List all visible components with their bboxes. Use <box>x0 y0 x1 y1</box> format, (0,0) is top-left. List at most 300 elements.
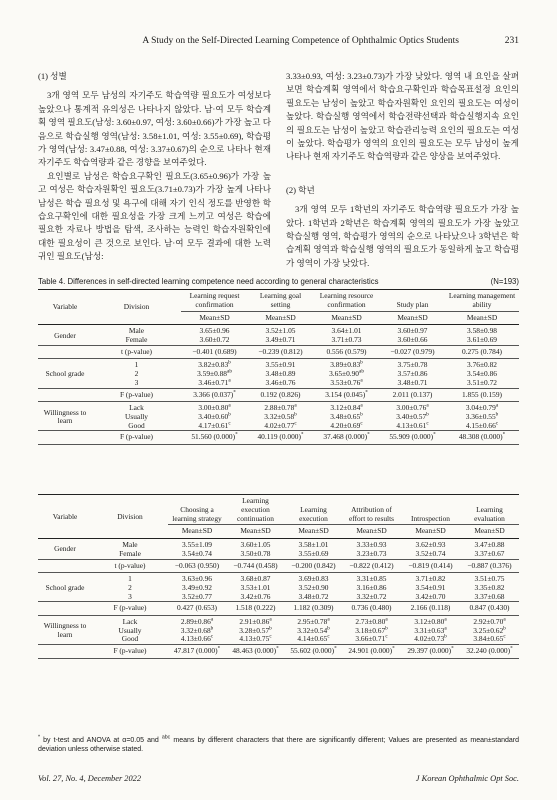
test-cell <box>460 602 519 616</box>
test-cell <box>380 345 445 359</box>
cell-value: 3.12±0.80 <box>414 617 445 627</box>
table-4-part-2 <box>38 494 519 659</box>
table-caption-text: Table 4. Differences in self-directed learning competence need according to general characteristics <box>38 277 379 286</box>
cell-superscript: b <box>495 411 499 418</box>
test-superscript: * <box>433 431 436 438</box>
test-value: 0.847 (0.430) <box>469 603 510 613</box>
column-header: Introspection <box>401 495 460 525</box>
value-cell <box>460 550 519 559</box>
value-cell <box>248 336 313 345</box>
cell-value: 2.95±0.78 <box>297 617 328 627</box>
cell-value: 4.13±0.61 <box>396 420 427 430</box>
column-header: Learning goal setting <box>248 290 313 312</box>
value-cell <box>380 336 445 345</box>
mean-sd-header: Mean±SD <box>168 525 226 539</box>
test-row <box>38 431 519 445</box>
test-cell <box>226 645 285 659</box>
cell-value: 3.58±0.98 <box>467 326 497 336</box>
division-label: Female <box>119 548 141 558</box>
cell-value: 3.32±0.58 <box>264 411 295 421</box>
division-label: 3 <box>134 377 139 387</box>
cell-value: 3.60±0.66 <box>397 335 428 344</box>
blank-cell <box>38 388 92 402</box>
cell-superscript: b <box>269 625 272 632</box>
cell-value: 3.59±0.88 <box>197 369 228 379</box>
division-label: 1 <box>134 360 139 370</box>
division-label: Lack <box>122 617 138 627</box>
value-cell <box>445 422 519 431</box>
cell-superscript: a <box>426 402 429 409</box>
running-title: A Study on the Self-Directed Learning Competence of Ophthalmic Optics Students <box>142 36 459 46</box>
paragraph: 3.33±0.93, 여성: 3.23±0.73)가 가장 낮았다. 영역 내 요인을 살펴보면 학습계획 영역에서 학습요구확인과 학습목표설정 요인의 필요도는 남성이 높았고 학습자원확인 요인의 필요도는 여성이 높았다. 학습실행 영역에서 학습전략선택과 학습실행지속 요인의 필요도는 남성이 높았고 학습관리능력 요인의 필요도는 여성이 높았다. 학습평가 영역의 요인의 필요도는 모두 남성이 높게 나타나 현재 자기주도 학습역량과 같은 양상을 보여주었다. <box>286 71 519 162</box>
cell-value: 3.53±0.76 <box>330 377 361 387</box>
value-cell <box>342 635 401 644</box>
test-label <box>92 602 168 616</box>
value-cell <box>181 379 248 388</box>
cell-superscript: a <box>444 616 447 623</box>
cell-value: 3.63±0.96 <box>182 574 212 584</box>
mean-sd-header: Mean±SD <box>401 525 460 539</box>
test-cell <box>313 431 380 445</box>
cell-value: 3.31±0.63 <box>414 625 445 635</box>
mean-sd-header: Mean±SD <box>285 525 342 539</box>
cell-value: 3.51±0.75 <box>474 574 505 584</box>
test-cell <box>380 431 445 445</box>
division-label: 2 <box>134 369 139 379</box>
cell-superscript: a <box>495 402 499 409</box>
test-cell <box>248 345 313 359</box>
cell-value: 3.55±0.69 <box>298 548 329 558</box>
test-value: 3.366 (0.037) <box>193 389 234 399</box>
cell-value: 4.17±0.61 <box>198 420 229 430</box>
cell-superscript: b <box>294 411 297 418</box>
cell-value: 2.92±0.70 <box>473 617 504 627</box>
test-label <box>92 388 181 402</box>
test-cell <box>285 645 342 659</box>
test-value: −0.887 (0.376) <box>467 560 512 570</box>
test-superscript: * <box>276 645 279 652</box>
header-row <box>38 290 519 312</box>
cell-value: 3.52±1.05 <box>265 326 296 336</box>
cell-value: 2.91±0.86 <box>239 617 270 627</box>
cell-superscript: b <box>360 411 363 418</box>
test-cell <box>460 559 519 573</box>
blank-cell <box>38 345 92 359</box>
test-value: 0.427 (0.653) <box>176 603 218 613</box>
value-cell <box>445 336 519 345</box>
mean-sd-header: Mean±SD <box>226 525 285 539</box>
cell-value: 3.48±0.71 <box>397 377 428 387</box>
value-cell <box>181 336 248 345</box>
cell-superscript: c <box>228 420 231 427</box>
test-cell <box>226 559 285 573</box>
test-superscript: * <box>451 645 454 652</box>
test-value: 40.119 (0.000) <box>257 432 301 442</box>
test-value: 55.909 (0.000) <box>389 432 434 442</box>
test-cell <box>181 388 248 402</box>
table-row <box>38 593 519 602</box>
test-cell <box>401 602 460 616</box>
test-value: −0.239 (0.812) <box>258 346 303 356</box>
cell-value: 3.35±0.82 <box>474 582 505 592</box>
test-cell <box>460 645 519 659</box>
division-label: Usually <box>125 411 148 421</box>
test-row <box>38 559 519 573</box>
cell-value: 3.50±0.78 <box>240 548 271 558</box>
test-label <box>92 431 181 445</box>
cell-superscript: a <box>503 616 506 623</box>
test-label <box>92 645 168 659</box>
cell-value: 3.12±0.84 <box>330 403 361 413</box>
test-value: −0.744 (0.458) <box>233 560 278 570</box>
test-value: 24.901 (0.000) <box>348 646 393 656</box>
cell-value: 3.49±0.92 <box>182 582 212 592</box>
value-cell <box>313 379 380 388</box>
column-header: Learning management ability <box>445 290 519 312</box>
test-row <box>38 388 519 402</box>
blank-cell <box>38 645 92 659</box>
value-cell <box>248 379 313 388</box>
test-row <box>38 645 519 659</box>
cell-superscript: c <box>294 420 297 427</box>
division-label: 1 <box>128 574 132 584</box>
cell-value: 3.23±0.73 <box>356 548 387 558</box>
test-superscript: * <box>367 431 370 438</box>
table-row <box>38 379 519 388</box>
cell-value: 3.71±0.82 <box>415 574 446 584</box>
cell-value: 3.54±0.86 <box>467 369 497 379</box>
cell-value: 3.69±0.83 <box>298 574 329 584</box>
cell-superscript: b <box>360 359 363 366</box>
paragraph: 3개 영역 모두 1학년의 자기주도 학습역량 필요도가 가장 높았다. 1학년과 2학년은 학습계획 영역의 필요도가 가장 높았고 학습실행 영역, 학습평가 영역의 순으로 나타났으나 3학년은 학습계획 영역과 학습실행 영역의 필요도가 동일하게 높고 학습평가 영역이 가장 낮았다. <box>286 204 519 268</box>
test-superscript: * <box>300 431 304 438</box>
cell-value: 3.84±0.65 <box>473 634 504 644</box>
running-header <box>38 36 519 46</box>
footnote-abc: abc <box>161 734 171 741</box>
table-n: (N=193) <box>490 277 519 286</box>
cell-value: 3.00±0.80 <box>198 403 229 413</box>
cell-superscript: b <box>426 411 429 418</box>
test-label-text: t (p-value) <box>114 560 146 570</box>
variable-label: School grade <box>45 369 85 379</box>
cell-value: 3.32±0.68 <box>180 625 211 635</box>
cell-superscript: a <box>327 616 330 623</box>
mean-sd-header: Mean±SD <box>380 311 445 325</box>
test-value: 1.855 (0.159) <box>461 389 503 399</box>
test-value: 0.556 (0.579) <box>326 346 367 356</box>
test-cell <box>380 388 445 402</box>
test-cell <box>401 559 460 573</box>
cell-superscript: ab <box>227 368 232 375</box>
value-cell <box>445 379 519 388</box>
value-cell <box>380 379 445 388</box>
test-value: 48.463 (0.000) <box>232 646 277 656</box>
section-heading: (1) 성별 <box>38 71 67 81</box>
value-cell <box>226 550 285 559</box>
cell-superscript: a <box>269 616 272 623</box>
cell-value: 3.82±0.83 <box>198 360 229 370</box>
test-label <box>92 559 168 573</box>
test-cell <box>181 345 248 359</box>
division-label: 3 <box>128 591 132 601</box>
test-cell <box>285 602 342 616</box>
cell-value: 3.54±0.74 <box>182 548 212 558</box>
cell-value: 3.04±0.79 <box>465 403 496 413</box>
cell-superscript: b <box>210 625 214 632</box>
blank-cell <box>38 431 92 445</box>
cell-value: 3.89±0.83 <box>330 360 361 370</box>
test-superscript: * <box>510 645 513 652</box>
test-value: 0.275 (0.784) <box>461 346 503 356</box>
cell-value: 3.48±0.72 <box>298 591 329 601</box>
test-superscript: * <box>233 389 236 396</box>
cell-value: 3.57±0.86 <box>397 369 428 379</box>
division-label: 2 <box>128 582 132 592</box>
cell-value: 3.47±0.88 <box>474 540 505 550</box>
cell-value: 4.02±0.77 <box>264 420 295 430</box>
section-heading: (2) 학년 <box>286 184 315 195</box>
test-label-text: F (p-value) <box>119 389 154 399</box>
cell-value: 2.88±0.78 <box>264 403 295 413</box>
body-columns <box>38 70 519 270</box>
cell-value: 3.62±0.93 <box>415 540 446 550</box>
test-superscript: * <box>392 645 395 652</box>
division-label: Usually <box>118 625 142 635</box>
cell-value: 3.18±0.67 <box>355 625 386 635</box>
test-label-text: F (p-value) <box>113 603 147 613</box>
test-value: 32.240 (0.000) <box>466 646 511 656</box>
test-value: 0.192 (0.826) <box>260 389 301 399</box>
table-4-part-1 <box>38 289 519 445</box>
cell-value: 3.76±0.82 <box>467 360 497 370</box>
test-label <box>92 345 181 359</box>
cell-value: 3.25±0.62 <box>473 625 504 635</box>
column-header: Variable <box>38 495 92 539</box>
cell-value: 3.66±0.71 <box>355 634 386 644</box>
test-value: −0.822 (0.412) <box>349 560 394 570</box>
cell-superscript: a <box>444 625 447 632</box>
column-header: Choosing a learning strategy <box>168 495 226 525</box>
cell-superscript: b <box>228 411 231 418</box>
footer-journal: J Korean Ophthalmic Opt Soc. <box>415 774 519 783</box>
column-header: Attribution of effort to results <box>342 495 401 525</box>
test-value: −0.063 (0.950) <box>174 560 220 570</box>
table-footnote <box>38 736 519 754</box>
cell-superscript: c <box>360 420 363 427</box>
cell-value: 3.54±0.91 <box>415 582 446 592</box>
test-cell <box>445 388 519 402</box>
cell-value: 3.64±1.01 <box>331 326 362 336</box>
cell-value: 3.71±0.73 <box>331 335 362 344</box>
cell-value: 4.14±0.65 <box>297 634 328 644</box>
value-cell <box>460 635 519 644</box>
table-row <box>38 573 519 584</box>
test-superscript: * <box>217 645 221 652</box>
value-cell <box>460 593 519 602</box>
cell-value: 3.16±0.86 <box>356 582 387 592</box>
cell-superscript: c <box>426 420 429 427</box>
test-cell <box>168 645 226 659</box>
test-row <box>38 345 519 359</box>
cell-value: 3.65±0.90 <box>329 369 360 379</box>
table-caption <box>38 277 519 286</box>
column-header: Study plan <box>380 290 445 312</box>
blank-cell <box>38 559 92 573</box>
footnote-text-b: means by different characters that there are significantly different; Values are presented as mean±standard deviation unless otherwise stated. <box>38 737 519 753</box>
cell-value: 3.37±0.67 <box>474 548 505 558</box>
cell-superscript: b <box>385 625 388 632</box>
cell-value: 4.02±0.73 <box>414 634 445 644</box>
test-value: 1.518 (0.222) <box>235 603 276 613</box>
footnote-star: * <box>38 734 41 741</box>
cell-value: 4.15±0.66 <box>465 420 496 430</box>
cell-value: 3.58±1.01 <box>298 540 329 550</box>
cell-value: 2.89±0.86 <box>180 617 211 627</box>
test-value: −0.401 (0.689) <box>192 346 237 356</box>
test-cell <box>168 602 226 616</box>
cell-value: 3.60±0.97 <box>397 326 428 336</box>
test-value: −0.200 (0.842) <box>291 560 336 570</box>
cell-value: 3.28±0.57 <box>239 625 270 635</box>
cell-value: 3.60±1.05 <box>240 540 271 550</box>
cell-value: 4.20±0.69 <box>330 420 361 430</box>
test-label-text: t (p-value) <box>121 346 152 356</box>
cell-superscript: a <box>360 377 363 384</box>
test-cell <box>445 431 519 445</box>
cell-superscript: ab <box>359 368 364 375</box>
right-column <box>286 70 519 270</box>
cell-value: 3.53±1.01 <box>240 582 271 592</box>
cell-superscript: a <box>210 616 214 623</box>
column-header: Learning resource confirmation <box>313 290 380 312</box>
cell-value: 3.46±0.76 <box>265 377 296 387</box>
column-header: Learning execution <box>285 495 342 525</box>
test-superscript: * <box>334 645 337 652</box>
value-cell <box>168 550 226 559</box>
division-label: Male <box>122 540 138 550</box>
test-cell <box>313 388 380 402</box>
test-value: 37.468 (0.000) <box>323 432 368 442</box>
cell-superscript: a <box>360 402 363 409</box>
test-row <box>38 602 519 616</box>
cell-value: 3.48±0.89 <box>265 369 296 379</box>
test-value: 1.182 (0.309) <box>293 603 334 613</box>
test-value: 3.154 (0.045) <box>325 389 366 399</box>
test-value: 2.011 (0.137) <box>392 389 433 399</box>
cell-superscript: c <box>503 633 506 640</box>
test-superscript: * <box>365 389 368 396</box>
table-row <box>38 584 519 593</box>
cell-value: 3.46±0.71 <box>198 377 229 387</box>
value-cell <box>313 336 380 345</box>
cell-value: 3.42±0.76 <box>240 591 271 601</box>
cell-value: 3.51±0.72 <box>467 377 497 387</box>
cell-superscript: c <box>385 633 388 640</box>
page-number: 231 <box>504 36 519 46</box>
test-cell <box>342 645 401 659</box>
mean-sd-header: Mean±SD <box>342 525 401 539</box>
mean-sd-header: Mean±SD <box>181 311 248 325</box>
cell-value: 3.75±0.78 <box>397 360 428 370</box>
blank-cell <box>38 602 92 616</box>
test-value: 29.397 (0.000) <box>407 646 452 656</box>
test-value: 48.308 (0.000) <box>458 432 503 442</box>
column-header: Division <box>92 495 168 539</box>
test-value: −0.027 (0.979) <box>390 346 435 356</box>
cell-value: 3.48±0.65 <box>330 411 361 421</box>
footer-volume: Vol. 27, No. 4, December 2022 <box>38 774 142 783</box>
column-header: Learning execution continuation <box>226 495 285 525</box>
cell-superscript: a <box>385 616 388 623</box>
column-header: Learning evaluation <box>460 495 519 525</box>
test-value: 55.602 (0.000) <box>290 646 335 656</box>
test-cell <box>445 345 519 359</box>
division-label: Female <box>125 335 148 344</box>
division-label: Good <box>128 420 145 430</box>
table-row <box>38 336 519 345</box>
cell-value: 3.49±0.71 <box>265 335 296 344</box>
value-cell <box>285 635 342 644</box>
test-cell <box>226 602 285 616</box>
cell-value: 3.31±0.85 <box>356 574 387 584</box>
cell-value: 3.65±0.96 <box>199 326 230 336</box>
cell-superscript: b <box>228 359 231 366</box>
column-header: Learning request confirmation <box>181 290 248 312</box>
cell-superscript: c <box>495 420 499 427</box>
cell-value: 3.33±0.93 <box>356 540 387 550</box>
mean-sd-header: Mean±SD <box>445 311 519 325</box>
footnote-text-a: by t-test and ANOVA at α=0.05 and <box>40 737 162 744</box>
value-cell <box>181 422 248 431</box>
cell-value: 3.42±0.70 <box>415 591 446 601</box>
value-cell <box>342 593 401 602</box>
value-cell <box>380 422 445 431</box>
test-cell <box>313 345 380 359</box>
table-row <box>38 635 519 644</box>
cell-value: 3.61±0.69 <box>467 335 497 344</box>
test-cell <box>342 602 401 616</box>
test-value: 2.166 (0.118) <box>410 603 451 613</box>
cell-value: 3.40±0.57 <box>396 411 427 421</box>
column-header: Variable <box>38 290 92 325</box>
value-cell <box>168 635 226 644</box>
test-label-text: F (p-value) <box>113 646 147 656</box>
paragraph: 3개 영역 모두 남성의 자기주도 학습역량 필요도가 여성보다 높았으나 통계적 유의성은 나타나지 않았다. 남·여 모두 학습계획 영역 필요도(남성: 3.60±0.97, 여성: 3.60±0.66)가 가장 높고 다음으로 학습실행 영역(남성: 3.58±1.01, 여성: 3.55±0.69), 학습평가 영역(남성: 3.47±0.88, 여성: 3.37±0.67)의 순으로 나타나 현재 자기주도 학습역량과 같은 경향을 보여주었다. <box>38 90 271 168</box>
mean-sd-header: Mean±SD <box>460 525 519 539</box>
cell-superscript: c <box>327 633 330 640</box>
cell-superscript: c <box>269 633 272 640</box>
variable-label: Gender <box>54 330 76 340</box>
cell-value: 3.32±0.72 <box>356 591 387 601</box>
cell-value: 3.36±0.55 <box>465 411 496 421</box>
test-cell <box>168 559 226 573</box>
cell-value: 3.52±0.90 <box>298 582 329 592</box>
value-cell <box>285 593 342 602</box>
test-cell <box>342 559 401 573</box>
cell-value: 3.52±0.74 <box>415 548 446 558</box>
value-cell <box>401 635 460 644</box>
test-value: 0.736 (0.480) <box>351 603 392 613</box>
cell-superscript: b <box>327 625 330 632</box>
value-cell <box>342 550 401 559</box>
test-value: 51.560 (0.000) <box>191 432 236 442</box>
cell-superscript: b <box>444 633 447 640</box>
value-cell <box>226 593 285 602</box>
cell-value: 4.13±0.75 <box>239 634 270 644</box>
test-cell <box>248 388 313 402</box>
table-row <box>38 539 519 550</box>
cell-superscript: a <box>294 402 297 409</box>
